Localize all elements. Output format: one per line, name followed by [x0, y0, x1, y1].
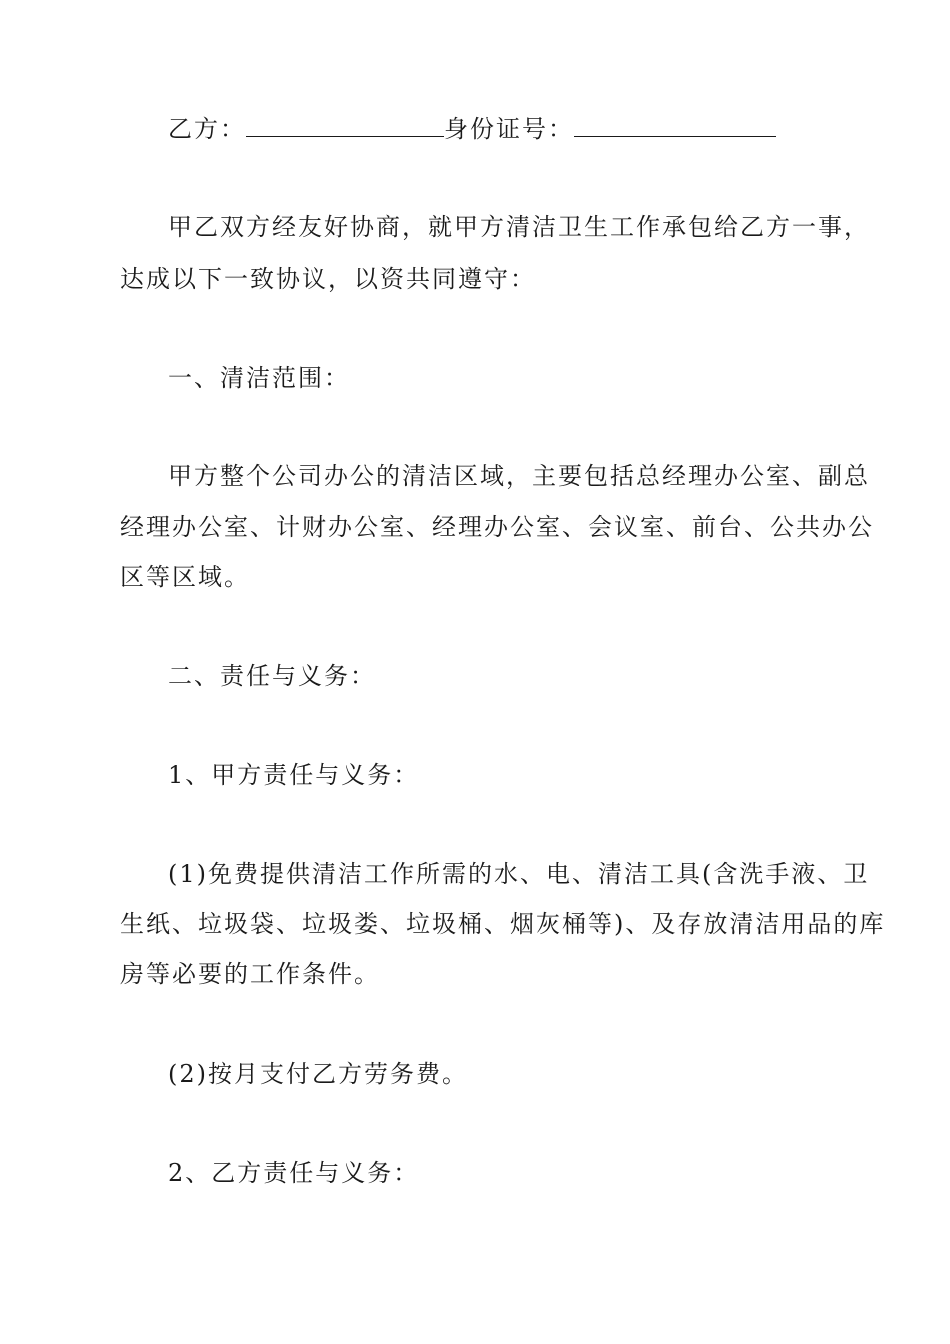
section-1-line-2: 经理办公室、计财办公室、经理办公室、会议室、前台、公共办公: [120, 513, 874, 541]
intro-line-1: 甲乙双方经友好协商，就甲方清洁卫生工作承包给乙方一事，: [168, 213, 870, 241]
party-b-label: 乙方：: [168, 115, 246, 143]
item-1-line-1: (1)免费提供清洁工作所需的水、电、清洁工具(含洗手液、卫: [168, 860, 870, 888]
item-1-line-3: 房等必要的工作条件。: [120, 960, 380, 988]
section-2-heading: 二、责任与义务：: [168, 662, 376, 690]
section-1-line-1: 甲方整个公司办公的清洁区域，主要包括总经理办公室、副总: [168, 462, 870, 490]
section-2-sub-1-heading: 1、甲方责任与义务：: [168, 761, 420, 789]
item-2: (2)按月支付乙方劳务费。: [168, 1060, 468, 1088]
id-number-blank: [574, 116, 776, 137]
section-1-heading: 一、清洁范围：: [168, 364, 350, 392]
section-1-line-3: 区等区域。: [120, 563, 250, 591]
id-number-label: 身份证号：: [444, 115, 574, 143]
party-b-line: [168, 115, 776, 143]
intro-line-2: 达成以下一致协议，以资共同遵守：: [120, 265, 536, 293]
party-b-name-blank: [246, 116, 444, 137]
item-1-line-2: 生纸、垃圾袋、垃圾娄、垃圾桶、烟灰桶等)、及存放清洁用品的库: [120, 910, 886, 938]
section-2-sub-2-heading: 2、乙方责任与义务：: [168, 1159, 420, 1187]
